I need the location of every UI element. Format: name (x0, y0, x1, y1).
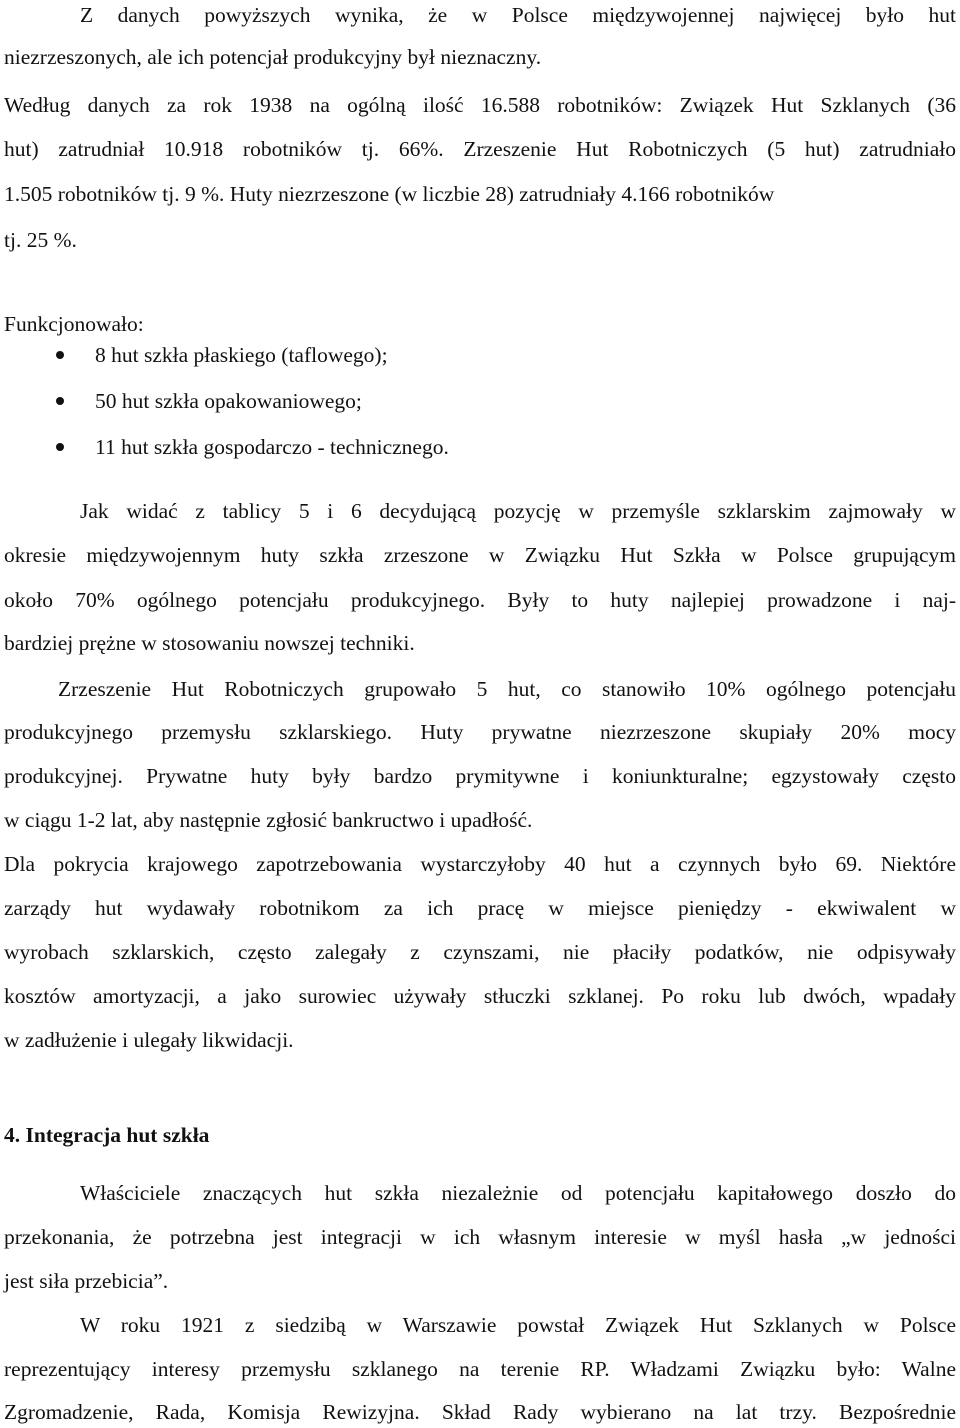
text-line: jest siła przebicia”. (4, 1269, 169, 1293)
text-line: Właściciele znaczących hut szkła niezależnie od potencjału kapitałowego doszło do (80, 1181, 956, 1205)
text-line: 1.505 robotników tj. 9 %. Huty niezrzeszone (w liczbie 28) zatrudniały 4.166 robotników (4, 182, 775, 206)
text-line: Zrzeszenie Hut Robotniczych grupowało 5 hut, co stanowiło 10% ogólnego potencjału (58, 677, 956, 701)
text-line: produkcyjnej. Prywatne huty były bardzo prymitywne i koniunkturalne; egzystowały często (4, 764, 956, 788)
list-item-text: 8 hut szkła płaskiego (taflowego); (95, 343, 388, 367)
text-line: w zadłużenie i ulegały likwidacji. (4, 1028, 294, 1052)
text-line: Dla pokrycia krajowego zapotrzebowania wystarczyłoby 40 hut a czynnych było 69. Niektóre (4, 852, 956, 876)
list-intro: Funkcjonowało: (4, 312, 144, 336)
section-heading: 4. Integracja hut szkła (4, 1123, 210, 1147)
bullet-icon (56, 443, 64, 451)
list-item (56, 386, 362, 416)
list-item-text: 50 hut szkła opakowaniowego; (95, 389, 362, 413)
list-item (56, 340, 388, 370)
text-line: produkcyjnego przemysłu szklarskiego. Huty prywatne niezrzeszone skupiały 20% mocy (4, 720, 956, 744)
text-line: kosztów amortyzacji, a jako surowiec używały stłuczki szklanej. Po roku lub dwóch, wpadały (4, 984, 956, 1008)
text-line: hut) zatrudniał 10.918 robotników tj. 66%. Zrzeszenie Hut Robotniczych (5 hut) zatrudniało (4, 137, 956, 161)
text-line: tj. 25 %. (4, 228, 77, 252)
text-line: w ciągu 1-2 lat, aby następnie zgłosić bankructwo i upadłość. (4, 808, 533, 832)
text-line: Jak widać z tablicy 5 i 6 decydującą pozycję w przemyśle szklarskim zajmowały w (80, 499, 956, 523)
text-line: W roku 1921 z siedzibą w Warszawie powstał Związek Hut Szklanych w Polsce (80, 1313, 956, 1337)
text-line: niezrzeszonych, ale ich potencjał produkcyjny był nieznaczny. (4, 45, 542, 69)
text-line: bardziej prężne w stosowaniu nowszej techniki. (4, 631, 415, 655)
text-line: zarządy hut wydawały robotnikom za ich pracę w miejsce pieniędzy - ekwiwalent w (4, 896, 956, 920)
text-line: Z danych powyższych wynika, że w Polsce międzywojennej najwięcej było hut (80, 3, 956, 27)
text-line: Według danych za rok 1938 na ogólną ilość 16.588 robotników: Związek Hut Szklanych (36 (4, 93, 956, 117)
list-item (56, 432, 449, 462)
text-line: okresie międzywojennym huty szkła zrzeszone w Związku Hut Szkła w Polsce grupującym (4, 543, 956, 567)
text-line: przekonania, że potrzebna jest integracji w ich własnym interesie w myśl hasła „w jedności (4, 1225, 956, 1249)
text-line: reprezentujący interesy przemysłu szklanego na terenie RP. Władzami Związku było: Walne (4, 1357, 956, 1381)
text-line: Zgromadzenie, Rada, Komisja Rewizyjna. Skład Rady wybierano na lat trzy. Bezpośrednie (4, 1400, 956, 1424)
text-line: około 70% ogólnego potencjału produkcyjnego. Były to huty najlepiej prowadzone i naj- (4, 588, 956, 612)
bullet-icon (56, 351, 64, 359)
text-line: wyrobach szklarskich, często zalegały z czynszami, nie płaciły podatków, nie odpisywały (4, 940, 956, 964)
bullet-icon (56, 397, 64, 405)
list-item-text: 11 hut szkła gospodarczo - technicznego. (95, 435, 449, 459)
